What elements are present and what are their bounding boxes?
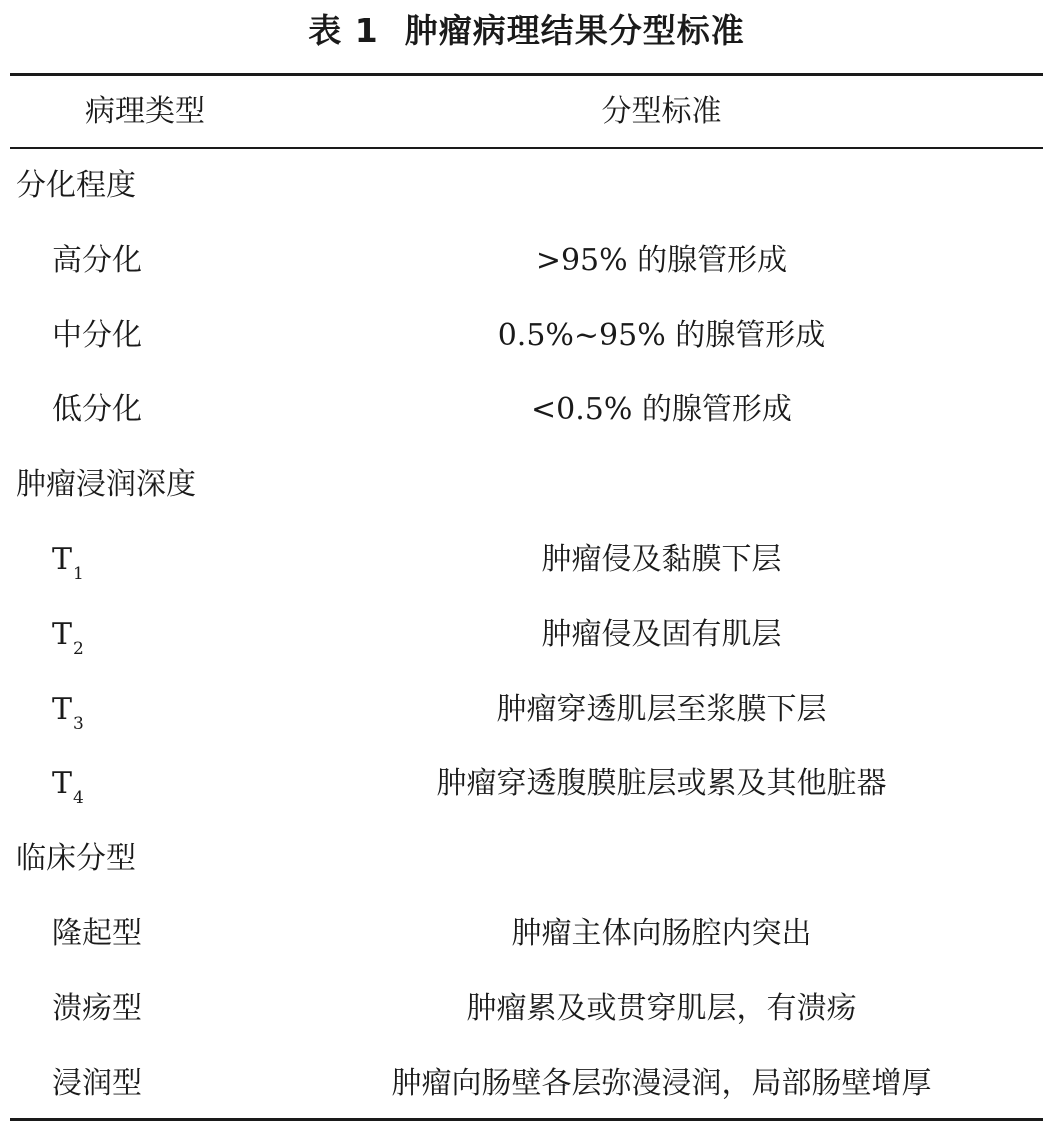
group-label [16,149,136,224]
table-row [0,673,1053,748]
table-group-row [0,822,1053,897]
table-row [0,598,1053,673]
type-label-text: 肿瘤浸润深度 [16,467,196,503]
type-label [52,523,84,598]
stage-subscript: 4 [73,788,84,809]
table-row [0,373,1053,448]
group-label [16,822,136,897]
group-label [16,448,196,523]
standard-text: 肿瘤穿透肌层至浆膜下层 [496,691,827,727]
table-title [0,6,1053,56]
standard-text: 肿瘤侵及黏膜下层 [541,541,782,577]
type-label-text: 隆起型 [52,915,142,951]
table-row [0,747,1053,822]
type-label-text: 临床分型 [16,841,136,877]
table-row [0,299,1053,374]
standard-text: 肿瘤主体向肠腔内突出 [511,915,812,951]
type-label [52,673,84,748]
standard-text: <0.5% 的腺管形成 [531,392,792,428]
type-label-text: 中分化 [52,317,142,353]
type-label-text: T [52,766,73,802]
type-label [52,598,84,673]
table-group-row [0,149,1053,224]
type-label [52,1047,142,1122]
bottom-rule [10,1118,1043,1121]
type-label-text: T [52,616,73,652]
type-label-text: 低分化 [52,392,142,428]
table-row [0,1047,1053,1122]
table-row [0,224,1053,299]
table-number: 表 1 [308,11,379,50]
type-label-text: 溃疡型 [52,990,142,1026]
table-group-row [0,448,1053,523]
table-row [0,897,1053,972]
type-label-text: 浸润型 [52,1065,142,1101]
table-row [0,523,1053,598]
type-label [52,897,142,972]
table-header [0,76,1053,147]
header-pathology-type: 病理类型 [85,94,205,129]
type-label-text: 分化程度 [16,168,136,203]
header-classification-standard: 分型标准 [601,94,722,129]
stage-subscript: 2 [73,638,84,659]
type-label [52,373,142,448]
stage-subscript: 3 [73,713,84,734]
table-body [0,149,1053,1121]
type-label [52,224,142,299]
stage-subscript: 1 [73,563,84,584]
standard-text: 0.5%~95% 的腺管形成 [497,317,826,353]
standard-text: 肿瘤侵及固有肌层 [541,616,782,652]
type-label-text: T [52,691,73,727]
standard-text: >95% 的腺管形成 [535,242,788,278]
standard-text: 肿瘤向肠壁各层弥漫浸润，局部肠壁增厚 [391,1065,932,1101]
standard-text: 肿瘤穿透腹膜脏层或累及其他脏器 [436,766,887,802]
type-label [52,747,84,822]
type-label [52,972,142,1047]
type-label-text: T [52,541,73,577]
type-label-text: 高分化 [52,242,142,278]
standard-text: 肿瘤累及或贯穿肌层，有溃疡 [466,990,857,1026]
table-title-text: 肿瘤病理结果分型标准 [404,11,745,50]
type-label [52,299,142,374]
table-row [0,972,1053,1047]
